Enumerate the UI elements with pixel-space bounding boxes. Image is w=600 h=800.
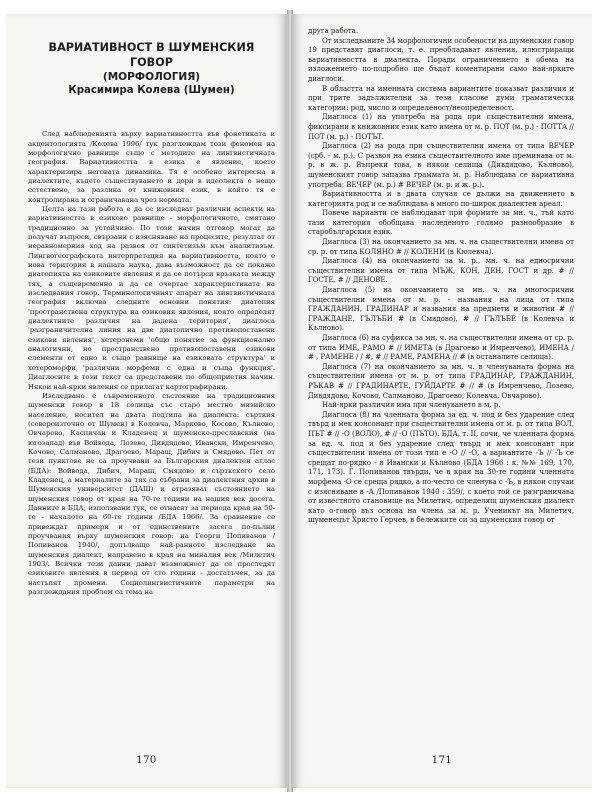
paragraph: Диаглоса (5) на окончанието за мн. ч. на многосрични съществителни имена от м. р. - названия на лица от типа ГРАЖДАНИН, ГРАДИНАР и названия на предмети и животни # // ГРАЖДАНЕ, ГЪЛЪБИ # (в Смядово), # // ГЪЛЪБЕ (в Колевча и Кълново). xyxy=(308,285,574,333)
paragraph: Целта на тази работа е да се изследват различни аспекти на вариативността в езиково равнище - морфологичното, смятано традиционно за устойчиво. По този начин отговор могат да получат въпроси, свързани с изясняване на процесите, резултат от неравномерния ход на развоя от синтетизъм към аналитизъм. Лингвогеографската интерпретация на вариативността, която е нова територия в нашата наука, дава възможност да се покаже диатопията на езиковите явления и да се потърси връзката между тях, а същевременно и да се очертае характеристиката на изследвания говор. Терминологичният апарат на лингвистичната география включва следните основни понятия: диатопия 'пространствена структура на езиковия явления, която определят диалектните различия на дадена територия', диаглоса 'разграничителна линия на две диатопично противопоставени езикови явления', хетеронеми 'общо понятие за функционално аналогични, но пространствено противопоставени езикови елементи от едно и също равнище на езиковата структура' и хетероморфи 'различни морфеми с една и съща функция'. Диаглосите в този текст са представени по общоприетия начин. Някои най-ярки явления се прилагат картографирани. xyxy=(28,204,275,391)
page-number: 171 xyxy=(431,755,453,766)
page-number: 170 xyxy=(136,755,157,766)
paragraph: Повече варианти се наблюдават при формите за мн. ч., тъй като тази категория обобщава наследеното голямо разнообразие в старобългарския език. xyxy=(308,208,574,237)
paragraph: Диаглоса (7) на окончанието за мн. ч. в членуваната форма на съществителни имена от м. р. от типа ГРАДИНАР, ГРАЖДАНИН, РЪКАВ # // ГРАДИНАРТЕ, ГУЙДАРТЕ # // # (в Имренчево, Лозево, Дивдядово, Кочово, Салманово, Драгоево, Колевча, Овчарово). xyxy=(308,361,574,400)
right-page xyxy=(292,14,592,788)
paragraph: Диаглоса (8) на членната форма за ед. ч. под и без ударение след твърд и мек консонант при съществителни имена от м. р. от типа ВОЛ, ПЪТ # // -О (ВОЛО), # // -О (ПЪТО). БДА, т. II, сочи, че членната форма за ед. ч. под и без ударение след твърд и мек консонант при съществителни имена от този тип е -О // -О, а вариантите -Ъ // -Ъ се срещат по-рядко - в Ивански и Кълново (БДА 1966 : к. №№ 169, 170, 171, 173). Г. Попиванов твърди, че в края на 30-те години членната морфема -О се среща рядко, а по-често се членува с -Ъ, в някои случаи с изясняване в -А /Попиванов 1940 : 359/, с което той се разграничава от известното становище на Милетич, определящ шуменския диалект като о-говор въз основа на члена за м. р. Ученикът на Милетич, шуменецът Христо Герчев, в бележките си за шуменския говор от xyxy=(308,409,574,525)
paragraph: В областта на именната система вариантите показват различия и при трите задължителни за тези класове думи граматически категории: род, число и определеност/неопределеност. xyxy=(308,83,574,112)
paragraph: Диаглоса (4) на окончанието за м. р., мн. ч. на едносрични съществителни имена от типа МЪЖ, КОН, ДЕН, ГОСТ и др. # // ГОСТЕ, # // ДЕНОВЕ. xyxy=(308,256,574,285)
paragraph: След наблюденията върху вариативността във фонетиката и акцентологията /Колева 1996/ тук разглеждам този феномен на морфологично равнище също с методите на лингвистичната география. Вариативността в езика е явление, което характеризира неговата динамика. Тя е особено интересна в диалектите, където съществуването и дори в идеолекта е нещо естествено, за разлика от книжовния език, в който тя е контролирана и ограничавана чрез нормата. xyxy=(28,130,275,204)
paragraph: Диаглоса (1) на употреба на рода при съществителни имена, фиксирани в книжовния език като имена от м. р. ПОТ (м. р.) - ПОТТА // ПОТ (м. р.) - ПОТЪТ. xyxy=(308,112,574,141)
paragraph: Най-ярки различия има при членуването в м. р. xyxy=(322,400,501,410)
article-title: ВАРИАТИВНОСТ В ШУМЕНСКИЯ ГОВОР xyxy=(48,41,255,70)
paragraph: Вариативността и в двата случая се дължи на движението в категорията род и се наблюдава в много по-широк диалектен ареал. xyxy=(308,189,574,208)
paragraph: Изследвано е съвременното състояние на традиционния шуменски говор в 18 селища със старо местно мизийско население, носител на двата подтипа на диалекта: сърткия (североизточно от Шумен) в Колевча, Марково, Косово, Кълново, Овчарово, Каспичан и Кладенец и шуменско-преславския (на югозапад) във Войвода, Лозево, Дивдядово, Ивански, Имренчево, Кочово, Салманово, Драгоево, Мараш, Дибич и Смядово. Пет от тези пунктове не са проучвани за Българския диалектен атлас (БДА): Войвода, Дибич, Мараш, Смядово и сърткского село Кладенец, а материалите за тях са събрани за диалектния архив в Шуменския университет (ДАШ) и отразяват състоянието на шуменския говор от края на 70-те години на нашия век досега. Данните в БДА, използвани тук, се отнасят за периода края на 50-те - началото на 60-те години /БДА 1966/. За сравнение се привеждат примери и от единствените засега по-пълни проучвания върху шуменския говор: на Георги Попиванов /Попиванов 1940/, допълващо най-ранното изследване на шуменския диалект, направено в края на миналия век /Милетич 1903/. Всички тези данни дават възможност да се проследят езиковите явления в период от сто години - достатъчен, за да настъпят промени. Социолингвистичните параметри на разглеждания проблем са тема на xyxy=(28,391,275,597)
article-subtitle: (МОРФОЛОГИЯ) xyxy=(102,71,201,84)
paragraph: Диаглоса (6) на суфикса за мн. ч. на съществителни имена от ср. р. от типа ИМЕ, РАМО # // ИМЕТА (в Драгоево и Имренчево), ИМЕНА / # , РАМЕНЕ / / #, # // РАМЕ, РАМЕНА // # (в останалите селища). xyxy=(308,333,574,362)
paragraph: От изследваните 34 морфологични особености на шуменския говор 19 представят диаглоси, т. е. преобладават явления, илюстриращи вариативността в диалекта. Поради ограничението в обема на изложението по-подробно ще бъдат коментирани само най-ярките диаглоси. xyxy=(308,35,574,83)
paragraph: Диаглоса (3) на окончанието за мн. ч. на съществителни имена от ср. р. от типа КОЛЯНО # // КОЛЕНИ (в Кюлевча). xyxy=(308,237,574,256)
paragraph: друга работа. xyxy=(308,26,359,35)
right-page-body xyxy=(308,26,574,525)
paragraph: Диаглоса (2) на рода при съществителни имена от типа ВЕЧЕР (срб. - м. р.). С развоя на езика съществителното име преминава от м. р. в ж. р. Въпреки това, в някои селища (Дивдядово, Кълново), шуменският говор запазва граммата м. р. Наблюдава се вариативна употреба: ВЕЧЕР (м. р.) # ВЕЧЕР (м. р. и ж. р.). xyxy=(308,141,574,189)
left-page xyxy=(6,14,288,788)
left-page-body xyxy=(28,130,275,597)
article-author: Красимира Колева (Шумен) xyxy=(68,85,235,97)
